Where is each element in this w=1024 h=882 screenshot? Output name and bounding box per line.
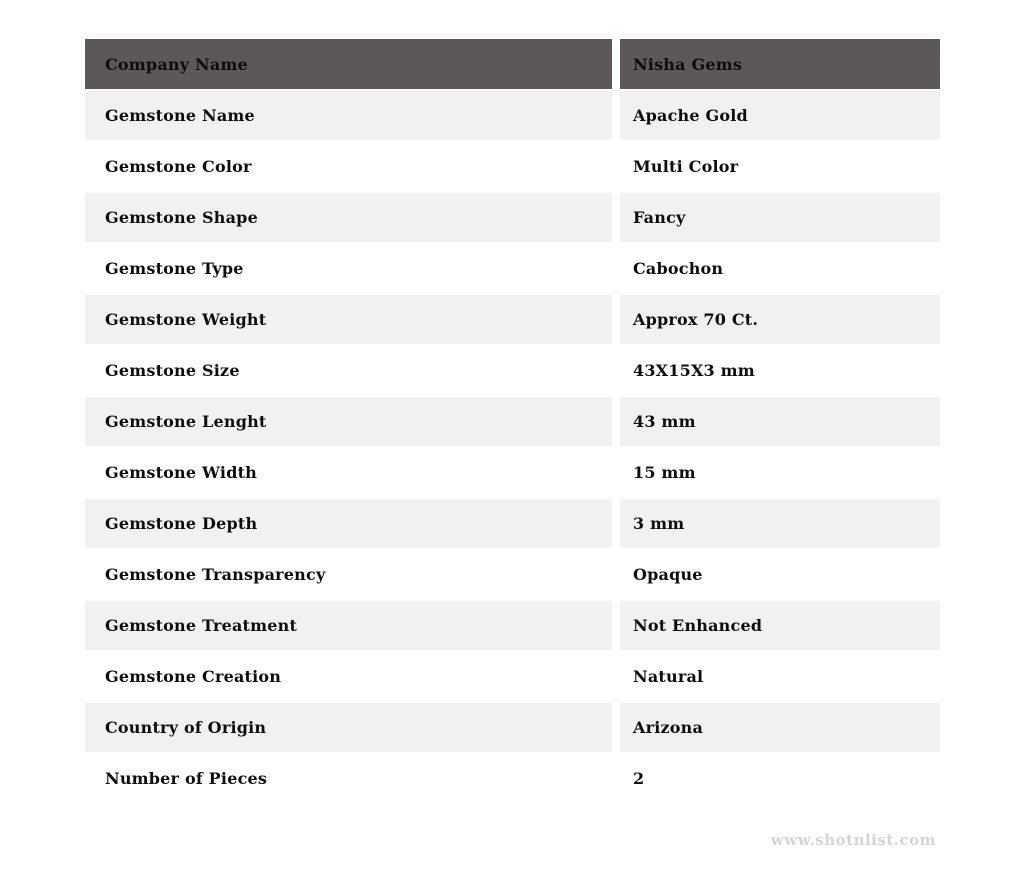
spec-value-cell: Apache Gold xyxy=(620,91,940,140)
spec-value-cell: Opaque xyxy=(620,550,940,599)
spec-label-cell: Country of Origin xyxy=(85,703,612,752)
spec-label-cell: Gemstone Creation xyxy=(85,652,612,701)
spec-table xyxy=(85,39,940,803)
header-value-cell: Nisha Gems xyxy=(620,39,940,89)
watermark-text: www.shotnlist.com xyxy=(770,831,936,849)
spec-label-cell: Gemstone Name xyxy=(85,91,612,140)
spec-value-cell: Approx 70 Ct. xyxy=(620,295,940,344)
spec-label-cell: Gemstone Width xyxy=(85,448,612,497)
spec-value-cell: 43 mm xyxy=(620,397,940,446)
spec-label-cell: Gemstone Lenght xyxy=(85,397,612,446)
spec-label-cell: Gemstone Treatment xyxy=(85,601,612,650)
spec-value-cell: Natural xyxy=(620,652,940,701)
spec-label-cell: Gemstone Shape xyxy=(85,193,612,242)
spec-label-cell: Gemstone Type xyxy=(85,244,612,293)
spec-value-cell: 43X15X3 mm xyxy=(620,346,940,395)
spec-label-cell: Gemstone Weight xyxy=(85,295,612,344)
header-label-cell: Company Name xyxy=(85,39,612,89)
spec-value-cell: 2 xyxy=(620,754,940,803)
spec-value-cell: 15 mm xyxy=(620,448,940,497)
spec-label-cell: Gemstone Size xyxy=(85,346,612,395)
spec-value-cell: Multi Color xyxy=(620,142,940,191)
spec-label-cell: Gemstone Transparency xyxy=(85,550,612,599)
spec-value-cell: Fancy xyxy=(620,193,940,242)
spec-label-cell: Gemstone Color xyxy=(85,142,612,191)
spec-value-cell: Not Enhanced xyxy=(620,601,940,650)
spec-value-cell: Cabochon xyxy=(620,244,940,293)
spec-label-cell: Number of Pieces xyxy=(85,754,612,803)
spec-label-cell: Gemstone Depth xyxy=(85,499,612,548)
spec-value-cell: 3 mm xyxy=(620,499,940,548)
spec-value-cell: Arizona xyxy=(620,703,940,752)
